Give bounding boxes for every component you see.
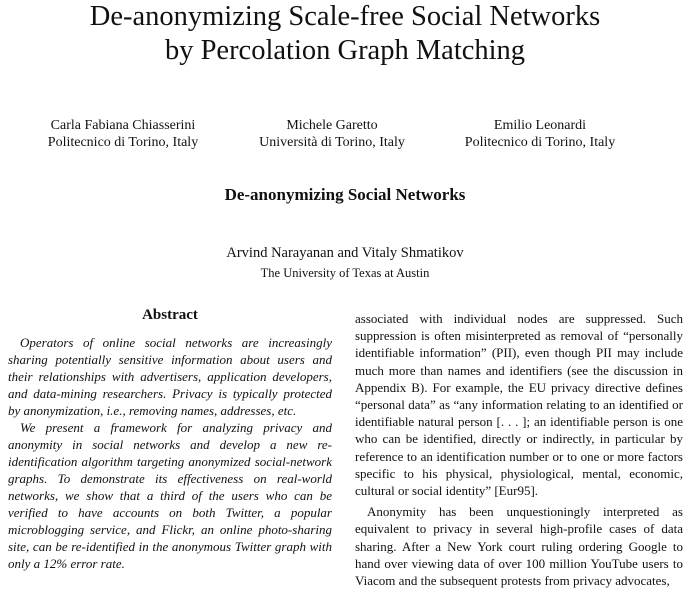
author-name: Emilio Leonardi: [493, 118, 587, 133]
author-affiliation: Università di Torino, Italy: [259, 135, 405, 150]
author-block: [3, 117, 243, 151]
author-name: Carla Fabiana Chiasserini: [50, 118, 196, 133]
embedded-paper-title: De-anonymizing Social Networks: [224, 185, 466, 204]
abstract-paragraph: Operators of online social networks are increasingly sharing potentially sensitive information about users and their relationships with advertisers, application developers, and data-mining researchers. Privacy is typically protected by anonymization, i.e., removing names, addresses, etc.: [8, 335, 332, 418]
author-affiliation: Politecnico di Torino, Italy: [47, 135, 199, 150]
page-title: [0, 0, 690, 68]
author-affiliation: Politecnico di Torino, Italy: [464, 135, 616, 150]
embedded-paper-byline: [0, 244, 690, 282]
author-name: Michele Garetto: [286, 118, 378, 133]
page-title-line-1: De-anonymizing Scale-free Social Networks: [89, 1, 601, 32]
author-block: [212, 117, 452, 151]
body-paragraph: associated with individual nodes are suppressed. Such suppression is often misinterpreted as removal of “personally identifiable information” (PII), even though PII may include much more than names and identifiers (see the discussion in Appendix B). For example, the EU privacy directive defines “personal data” as “any information relating to an identified or identifiable natural person [. . . ]; an identifiable person is one who can be identified, directly or indirectly, in particular by reference to an identification number or to one or more factors specific to his physical, physiological, mental, economic, cultural or social identity” [Eur95].: [355, 311, 683, 499]
page-title-line-2: by Percolation Graph Matching: [164, 35, 526, 66]
embedded-paper-authors: Arvind Narayanan and Vitaly Shmatikov: [226, 245, 464, 261]
author-block: [420, 117, 660, 151]
right-column: [355, 310, 683, 589]
body-paragraph: Anonymity has been unquestioningly interpreted as equivalent to privacy in several high-profile cases of data sharing. After a New York court ruling ordering Google to hand over viewing data of over 100 million YouTube users to Viacom and the subsequent protests from privacy advocates,: [355, 504, 683, 589]
abstract-heading: Abstract: [142, 307, 198, 323]
left-column: [8, 307, 332, 572]
embedded-paper-affiliation: The University of Texas at Austin: [260, 266, 430, 280]
abstract-paragraph: We present a framework for analyzing privacy and anonymity in social networks and develop a new re-identification algorithm targeting anonymized social-network graphs. To demonstrate its effectiveness on real-world networks, we show that a third of the users who can be verified to have accounts on both Twitter, a popular microblogging service, and Flickr, an online photo-sharing site, can be re-identified in the anonymous Twitter graph with only a 12% error rate.: [8, 420, 332, 571]
